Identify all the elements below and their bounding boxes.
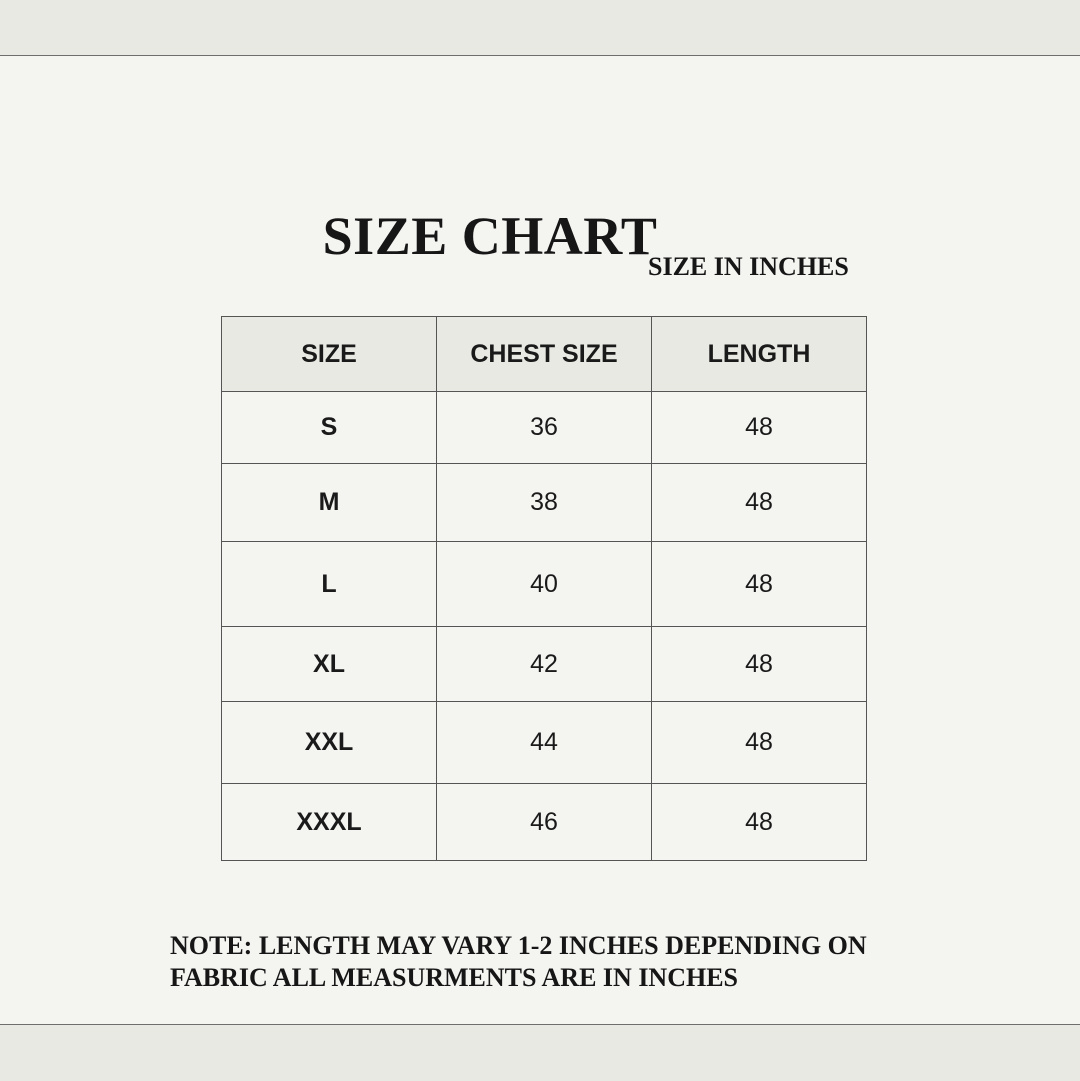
size-cell: L xyxy=(222,542,437,627)
units-subtitle: SIZE IN INCHES xyxy=(648,252,849,281)
table-row xyxy=(222,464,867,542)
chest-cell: 44 xyxy=(437,702,652,784)
chest-cell: 38 xyxy=(437,464,652,542)
top-band xyxy=(0,0,1080,56)
size-cell: XXXL xyxy=(222,784,437,861)
length-cell: 48 xyxy=(652,392,867,464)
chest-cell: 36 xyxy=(437,392,652,464)
chest-cell: 46 xyxy=(437,784,652,861)
table-header-row xyxy=(222,317,867,392)
bottom-band xyxy=(0,1024,1080,1081)
length-cell: 48 xyxy=(652,784,867,861)
size-cell: XL xyxy=(222,627,437,702)
header-chest-size: CHEST SIZE xyxy=(437,317,652,392)
table-row xyxy=(222,392,867,464)
table-row xyxy=(222,542,867,627)
chest-cell: 40 xyxy=(437,542,652,627)
length-cell: 48 xyxy=(652,542,867,627)
measurement-note: NOTE: LENGTH MAY VARY 1-2 INCHES DEPENDING ON FABRIC ALL MEASURMENTS ARE IN INCHES xyxy=(170,931,867,992)
header-size: SIZE xyxy=(222,317,437,392)
length-cell: 48 xyxy=(652,702,867,784)
table-row xyxy=(222,702,867,784)
table-row xyxy=(222,784,867,861)
size-cell: S xyxy=(222,392,437,464)
header-length: LENGTH xyxy=(652,317,867,392)
size-cell: M xyxy=(222,464,437,542)
size-cell: XXL xyxy=(222,702,437,784)
length-cell: 48 xyxy=(652,464,867,542)
size-table xyxy=(221,316,867,861)
table-row xyxy=(222,627,867,702)
length-cell: 48 xyxy=(652,627,867,702)
page-title: SIZE CHART xyxy=(322,206,658,267)
chest-cell: 42 xyxy=(437,627,652,702)
